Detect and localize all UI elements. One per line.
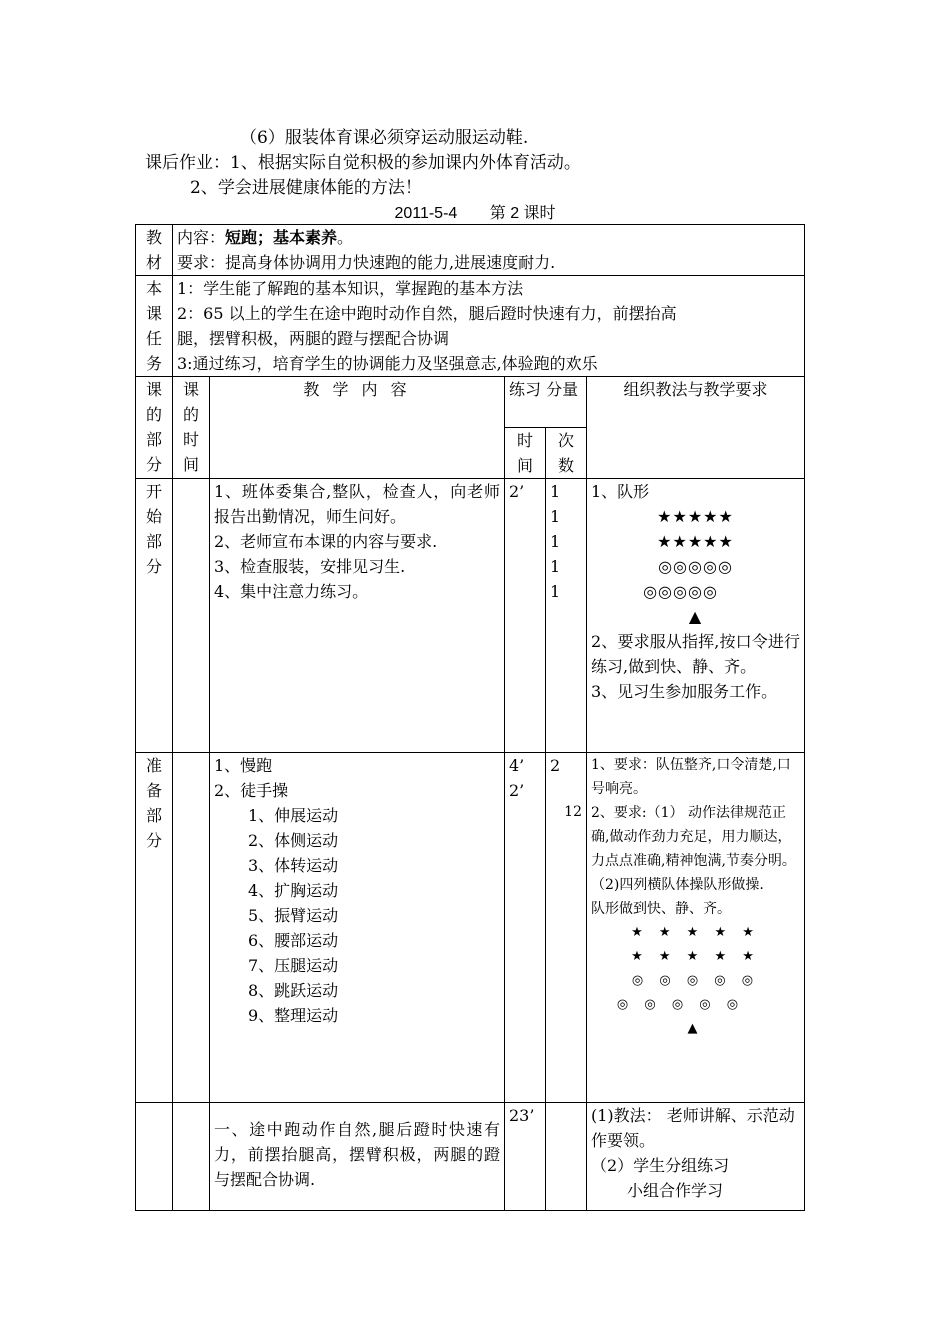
intro-line-2: 课后作业：1、根据实际自觉积极的参加课内外体育活动。 bbox=[145, 153, 581, 173]
material-label: 教 材 bbox=[136, 225, 173, 276]
start-part-row bbox=[136, 479, 805, 753]
lesson-date: 2011-5-4 bbox=[394, 205, 458, 222]
prep-part-label: 准 备 部 分 bbox=[136, 753, 173, 1103]
start-part-content: 1、班体委集合,整队，检查人，向老师报告出勤情况，师生问好。 2、老师宣布本课的内容与要求. 3、检查服装，安排见习生. 4、集中注意力练习。 bbox=[210, 479, 505, 753]
prep-part-row bbox=[136, 753, 805, 1103]
header-part: 课 的 部 分 bbox=[136, 377, 173, 479]
teacher-marker: ▲ bbox=[688, 607, 703, 626]
start-part-time-cell bbox=[173, 479, 210, 753]
header-method: 组织教法与教学要求 bbox=[587, 377, 805, 479]
formation-row: ★ ★ ★ ★ ★ bbox=[631, 925, 760, 940]
prep-part-content: 1、慢跑 2、徒手操 1、伸展运动 2、体侧运动 3、体转运动 4、扩胸运动 5、振臂运动 6、腰部运动 7、压腿运动 8、跳跃运动 9、整理运动 bbox=[210, 753, 505, 1103]
main-part-row bbox=[136, 1103, 805, 1211]
prep-part-counts: 2 12 bbox=[546, 753, 587, 1103]
main-part-content: 一、途中跑动作自然,腿后蹬时快速有力，前摆抬腿高，摆臂积极，两腿的蹬与摆配合协调. bbox=[210, 1103, 505, 1211]
main-part-method: (1)教法： 老师讲解、示范动作要领。 （2）学生分组练习 小组合作学习 bbox=[587, 1103, 805, 1211]
start-part-label: 开 始 部 分 bbox=[136, 479, 173, 753]
start-part-duration: 2’ bbox=[505, 479, 546, 753]
prep-part-duration: 4’ 2’ bbox=[505, 753, 546, 1103]
formation-row: ★★★★★ bbox=[657, 532, 734, 551]
start-part-counts: 1 1 1 1 1 bbox=[546, 479, 587, 753]
header-content: 教 学 内 容 bbox=[210, 377, 505, 479]
lesson-number: 第 2 课时 bbox=[489, 205, 556, 222]
formation-row: ◎ ◎ ◎ ◎ ◎ bbox=[631, 973, 760, 988]
formation-row: ◎ ◎ ◎ ◎ ◎ bbox=[616, 997, 745, 1012]
main-part-label bbox=[136, 1103, 173, 1211]
main-part-counts bbox=[546, 1103, 587, 1211]
main-part-duration: 23’ bbox=[505, 1103, 546, 1211]
header-time: 课 的 时 间 bbox=[173, 377, 210, 479]
header-amount-count: 次 数 bbox=[546, 428, 587, 479]
formation-row: ★★★★★ bbox=[657, 507, 734, 526]
material-content: 内容：短跑；基本素养。 要求：提高身体协调用力快速跑的能力,进展速度耐力. bbox=[173, 225, 805, 276]
lesson-heading bbox=[0, 200, 950, 223]
intro-line-3: 2、学会进展健康体能的方法！ bbox=[190, 178, 422, 198]
header-amount: 练习 分量 bbox=[505, 377, 587, 428]
tasks-content: 1：学生能了解跑的基本知识，掌握跑的基本方法 2：65 以上的学生在途中跑时动作自然，腿后蹬时快速有力，前摆抬高 腿，摆臂积极，两腿的蹬与摆配合协调 3:通过练习，培育学生的协调能力及坚强意志,体验跑的欢乐 bbox=[173, 276, 805, 377]
prep-part-time-cell bbox=[173, 753, 210, 1103]
teacher-marker: ▲ bbox=[687, 1021, 704, 1036]
material-row bbox=[136, 225, 805, 276]
start-part-method: 1、队形 ★★★★★ ★★★★★ ◎◎◎◎◎ ◎◎◎◎◎ ▲ 2、要求服从指挥,按口令进行练习,做到快、静、齐。 3、见习生参加服务工作。 bbox=[587, 479, 805, 753]
table-header-row bbox=[136, 377, 805, 428]
intro-line-1: （6）服装体育课必须穿运动服运动鞋. bbox=[240, 128, 529, 148]
formation-row: ◎◎◎◎◎ bbox=[658, 557, 733, 576]
tasks-label: 本 课 任 务 bbox=[136, 276, 173, 377]
formation-row: ◎◎◎◎◎ bbox=[643, 582, 718, 601]
lesson-plan-table bbox=[135, 224, 805, 1211]
tasks-row bbox=[136, 276, 805, 377]
formation-row: ★ ★ ★ ★ ★ bbox=[631, 949, 760, 964]
prep-part-method: 1、要求：队伍整齐,口令清楚,口号响亮。 2、要求:（1） 动作法律规范正确,做动作劲力充足，用力顺达，力点点准确,精神饱满,节奏分明。 （2)四列横队体操队形做操. 队形做到快、静、齐。 ★ ★ ★ ★ ★ ★ ★ ★ ★ ★ ◎ ◎ ◎ ◎ ◎ ◎ ◎ ◎ ◎ ◎ ▲ bbox=[587, 753, 805, 1103]
header-amount-time: 时 间 bbox=[505, 428, 546, 479]
main-part-time-cell bbox=[173, 1103, 210, 1211]
